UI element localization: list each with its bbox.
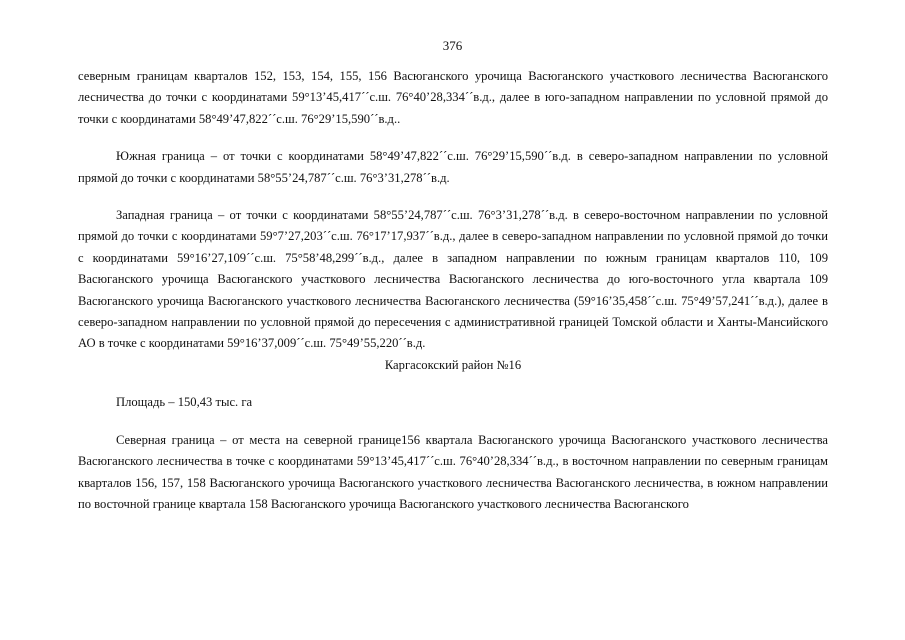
paragraph-area: Площадь – 150,43 тыс. га <box>116 395 253 410</box>
paragraph-western-boundary: Западная граница – от точки с координатами 58°55’24,787´´с.ш. 76°3’31,278´´в.д. в северо-восточном направлении по условной прямой до точки с координатами 59°7’27,203´´с.ш. 76°17’17,937´´в.д., далее в северо-западном направлении по условной прямой до точки с координатами 59°16’27,109´´с.ш. 75°58’48,299´´в.д., далее в западном направлении по южным границам кварталов 110, 109 Васюганского урочища Васюганского участкового лесничества Васюганского лесничества до юго-восточного угла квартала 109 Васюганского урочища Васюганского участкового лесничества Васюганского лесничества (59°16’35,458´´с.ш. 75°49’57,241´´в.д.), далее в северо-западном направлении по условной прямой до пересечения с административной границей Томской области и Ханты-Мансийского АО в точке с координатами 59°16’37,009´´с.ш. 75°49’55,220´´в.д. <box>78 208 828 351</box>
document-body <box>78 66 828 515</box>
paragraph-northern-boundary: Северная граница – от места на северной границе156 квартала Васюганского урочища Васюганского участкового лесничества Васюганского лесничества в точке с координатами 59°13’45,417´´с.ш. 76°40’28,334´´в.д., в восточном направлении по северным границам кварталов 156, 157, 158 Васюганского урочища Васюганского участкового лесничества Васюганского лесничества, в южном направлении по восточной границе квартала 158 Васюганского урочища Васюганского участкового лесничества Васюганского <box>78 432 828 511</box>
paragraph-northern-boundary-continuation: северным границам кварталов 152, 153, 154, 155, 156 Васюганского урочища Васюганского участкового лесничества Васюганского лесничества до точки с координатами 59°13’45,417´´с.ш. 76°40’28,334´´в.д., далее в юго-западном направлении по условной прямой до точки с координатами 58°49’47,822´´с.ш. 76°29’15,590´´в.д.. <box>78 69 828 126</box>
section-heading: Каргасокский район №16 <box>384 357 522 372</box>
page-number: 376 <box>442 38 463 53</box>
paragraph-southern-boundary: Южная граница – от точки с координатами 58°49’47,822´´с.ш. 76°29’15,590´´в.д. в северо-западном направлении по условной прямой до точки с координатами 58°55’24,787´´с.ш. 76°3’31,278´´в.д. <box>78 149 828 185</box>
